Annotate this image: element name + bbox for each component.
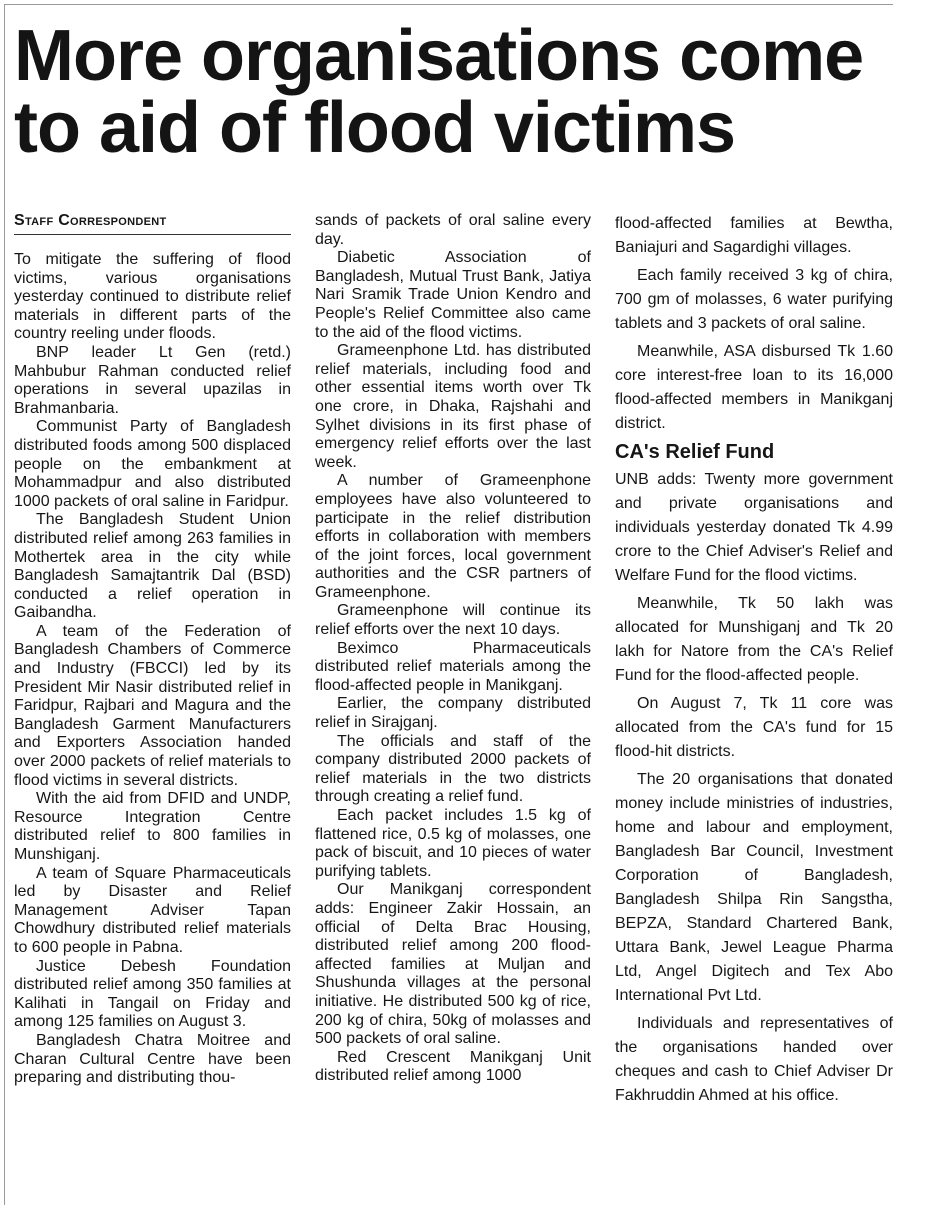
paragraph: A team of Square Pharmaceuticals led by Disaster and Relief Management Adviser Tapan Chowdhury distributed relief materials to 600 people in Pabna. bbox=[14, 864, 291, 956]
paragraph: A number of Grameenphone employees have also volunteered to participate in the relief distribution efforts in collaboration with members of the joint forces, local government authorities and the CSR partners of Grameenphone. bbox=[315, 472, 591, 601]
paragraph: To mitigate the suffering of flood victims, various organisations yesterday continued to distribute relief materials in different parts of the country reeling under floods. bbox=[14, 251, 291, 343]
paragraph: BNP leader Lt Gen (retd.) Mahbubur Rahman conducted relief operations in several upazilas in Brahmanbaria. bbox=[14, 343, 291, 417]
headline: More organisations come to aid of flood victims bbox=[14, 16, 864, 168]
paragraph: Red Crescent Manikganj Unit distributed relief among 1000 bbox=[315, 1048, 591, 1085]
column-2 bbox=[315, 212, 591, 1086]
paragraph: sands of packets of oral saline every day. bbox=[315, 212, 591, 248]
paragraph: Grameenphone Ltd. has distributed relief materials, including food and other essential items worth over Tk one crore, in Dhaka, Rajshahi and Sylhet divisions in its first phase of emergency relief efforts over the last week. bbox=[315, 342, 591, 471]
paragraph: On August 7, Tk 11 core was allocated from the CA's fund for 15 flood-hit districts. bbox=[615, 695, 893, 760]
subhead: CA's Relief Fund bbox=[615, 441, 775, 463]
paragraph: Diabetic Association of Bangladesh, Mutual Trust Bank, Jatiya Nari Sramik Trade Union Kendro and People's Relief Committee also came to the aid of the flood victims. bbox=[315, 249, 591, 341]
paragraph: A team of the Federation of Bangladesh Chambers of Commerce and Industry (FBCCI) led by its President Mir Nasir distributed relief in Faridpur, Rajbari and Magura and the Bangladesh Garment Manufacturers and Exporters Association handed over 2000 packets of relief materials to flood victims in several districts. bbox=[14, 622, 291, 789]
paragraph: Grameenphone will continue its relief efforts over the next 10 days. bbox=[315, 602, 591, 639]
byline: Staff Correspondent bbox=[14, 212, 291, 235]
paragraph: Individuals and representatives of the organisations handed over cheques and cash to Chief Adviser Dr Fakhruddin Ahmed at his office. bbox=[615, 1015, 893, 1104]
paragraph: Meanwhile, ASA disbursed Tk 1.60 core interest-free loan to its 16,000 flood-affected members in Manikganj district. bbox=[615, 343, 893, 432]
paragraph: The officials and staff of the company distributed 2000 packets of relief materials in the two districts through creating a relief fund. bbox=[315, 732, 591, 806]
paragraph: Communist Party of Bangladesh distributed foods among 500 displaced people on the embankment at Mohammadpur and also distributed 1000 packets of oral saline in Faridpur. bbox=[14, 418, 291, 510]
paragraph: Earlier, the company distributed relief in Sirajganj. bbox=[315, 695, 591, 732]
paragraph: Each packet includes 1.5 kg of flattened rice, 0.5 kg of molasses, one pack of biscuit, and 10 pieces of water purifying tablets. bbox=[315, 807, 591, 880]
paragraph: The Bangladesh Student Union distributed relief among 263 families in Mothertek area in the city while Bangladesh Samajtantrik Dal (BSD) conducted a relief operation in Gaibandha. bbox=[14, 511, 291, 622]
paragraph: The 20 organisations that donated money include ministries of industries, home and labour and employment, Bangladesh Bar Council, Investment Corporation of Bangladesh, Bangladesh Shilpa Rin Sangstha, BEPZA, Standard Chartered Bank, Uttara Bank, Jewel League Pharma Ltd, Angel Digitech and Tex Abo International Pvt Ltd. bbox=[615, 771, 893, 1004]
column-1 bbox=[14, 212, 291, 1088]
paragraph: Each family received 3 kg of chira, 700 gm of molasses, 6 water purifying tablets and 3 packets of oral saline. bbox=[615, 267, 893, 332]
paragraph: Bangladesh Chatra Moitree and Charan Cultural Centre have been preparing and distributing thou- bbox=[14, 1031, 291, 1087]
paragraph: UNB adds: Twenty more government and private organisations and individuals yesterday donated Tk 4.99 crore to the Chief Adviser's Relief and Welfare Fund for the flood victims. bbox=[615, 471, 893, 584]
paragraph: Beximco Pharmaceuticals distributed relief materials among the flood-affected people in Manikganj. bbox=[315, 639, 591, 694]
paragraph: Meanwhile, Tk 50 lakh was allocated for Munshiganj and Tk 20 lakh for Natore from the CA's Relief Fund for the flood-affected people. bbox=[615, 595, 893, 684]
column-3 bbox=[615, 212, 893, 1112]
paragraph: flood-affected families at Bewtha, Baniajuri and Sagardighi villages. bbox=[615, 215, 893, 256]
paragraph: Our Manikganj correspondent adds: Engineer Zakir Hossain, an official of Delta Brac Housing, distributed relief among 200 flood-affected families at Muljan and Shushunda villages at the personal initiative. He distributed 500 kg of rice, 200 kg of chira, 50kg of molasses and 500 packets of oral saline. bbox=[315, 881, 591, 1048]
paragraph: Justice Debesh Foundation distributed relief among 350 families at Kalihati in Tangail on Friday and among 125 families on August 3. bbox=[14, 957, 291, 1031]
paragraph: With the aid from DFID and UNDP, Resource Integration Centre distributed relief to 800 families in Munshiganj. bbox=[14, 790, 291, 863]
